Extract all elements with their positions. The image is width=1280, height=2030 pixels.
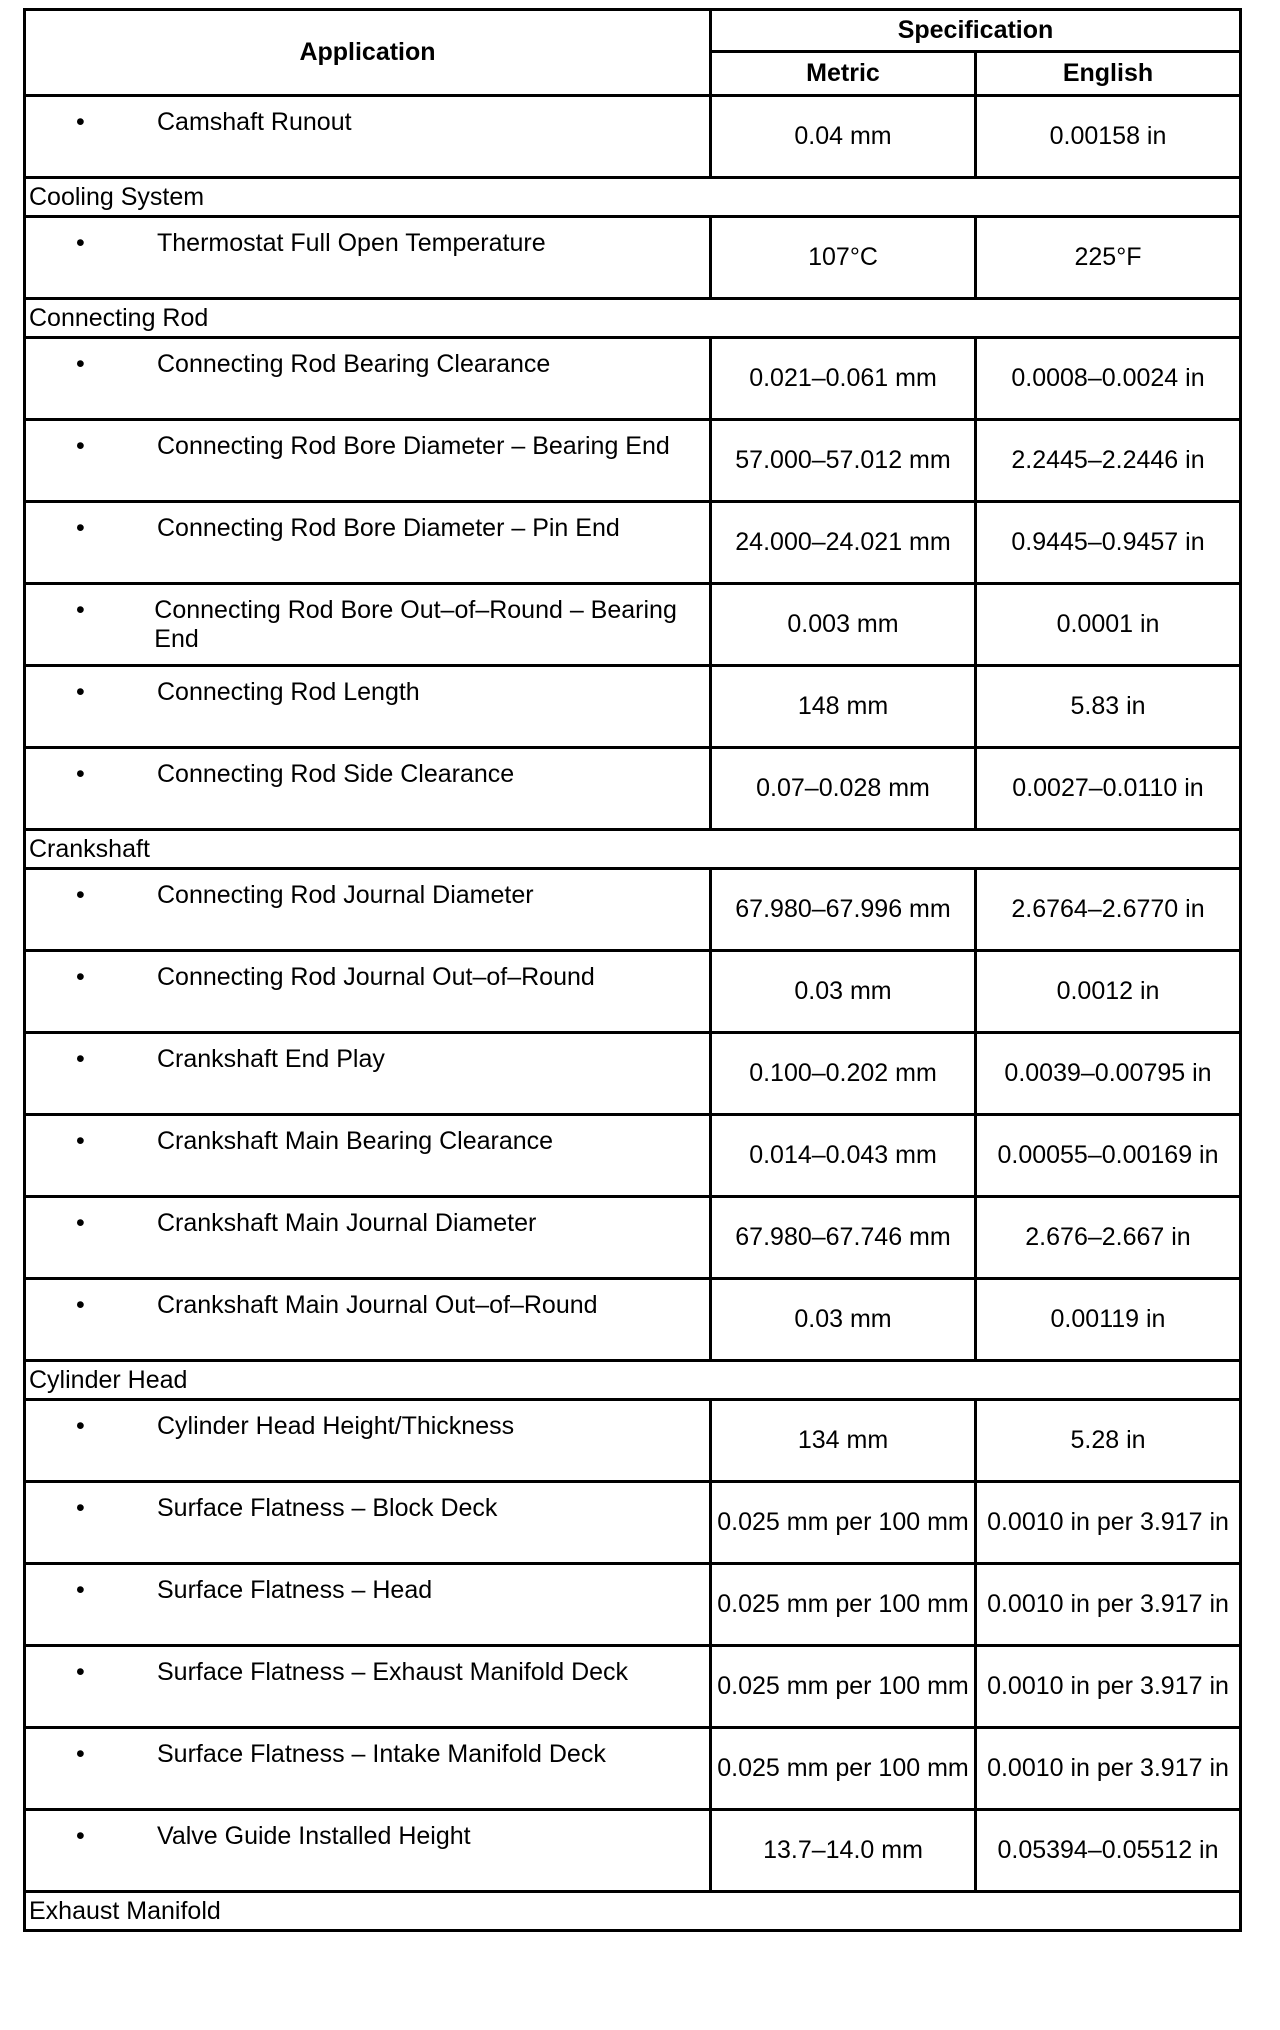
table-row [25, 338, 1241, 420]
metric-value: 0.025 mm per 100 mm [711, 1728, 976, 1810]
bullet-icon: • [76, 1291, 85, 1319]
application-cell [25, 420, 711, 502]
table-row [25, 1197, 1241, 1279]
metric-value: 134 mm [711, 1400, 976, 1482]
application-cell [25, 1115, 711, 1197]
bullet-icon: • [76, 678, 85, 706]
metric-value: 0.014–0.043 mm [711, 1115, 976, 1197]
application-label: Thermostat Full Open Temperature [157, 229, 546, 257]
english-value: 0.00055–0.00169 in [976, 1115, 1241, 1197]
application-cell [25, 96, 711, 178]
section-row [25, 1892, 1241, 1931]
english-value: 0.00158 in [976, 96, 1241, 178]
table-row [25, 217, 1241, 299]
metric-header: Metric [711, 52, 976, 96]
application-label: Connecting Rod Bearing Clearance [157, 350, 551, 378]
application-header: Application [25, 10, 711, 96]
application-cell [25, 1810, 711, 1892]
metric-value: 24.000–24.021 mm [711, 502, 976, 584]
english-value: 0.0010 in per 3.917 in [976, 1482, 1241, 1564]
section-title: Connecting Rod [25, 299, 1241, 338]
application-cell [25, 1279, 711, 1361]
section-title: Crankshaft [25, 830, 1241, 869]
bullet-icon: • [76, 881, 85, 909]
english-value: 0.00119 in [976, 1279, 1241, 1361]
bullet-icon: • [76, 1412, 85, 1440]
metric-value: 0.04 mm [711, 96, 976, 178]
bullet-icon: • [76, 350, 85, 378]
application-label: Crankshaft Main Journal Out–of–Round [157, 1291, 598, 1319]
table-row [25, 1400, 1241, 1482]
bullet-icon: • [76, 1740, 85, 1768]
table-row [25, 748, 1241, 830]
bullet-icon: • [76, 1045, 85, 1073]
section-row [25, 1361, 1241, 1400]
bullet-icon: • [76, 108, 85, 136]
metric-value: 57.000–57.012 mm [711, 420, 976, 502]
table-row [25, 1115, 1241, 1197]
table-row [25, 666, 1241, 748]
application-cell [25, 217, 711, 299]
application-label: Crankshaft Main Bearing Clearance [157, 1127, 554, 1155]
english-value: 5.28 in [976, 1400, 1241, 1482]
metric-value: 13.7–14.0 mm [711, 1810, 976, 1892]
application-label: Connecting Rod Bore Diameter – Bearing End [157, 432, 670, 460]
application-cell [25, 1197, 711, 1279]
table-row [25, 1482, 1241, 1564]
metric-value: 0.03 mm [711, 951, 976, 1033]
application-label: Connecting Rod Length [157, 678, 420, 706]
table-row [25, 869, 1241, 951]
metric-value: 0.003 mm [711, 584, 976, 666]
english-value: 2.6764–2.6770 in [976, 869, 1241, 951]
bullet-icon: • [76, 1127, 85, 1155]
application-label: Connecting Rod Side Clearance [157, 760, 515, 788]
application-cell [25, 951, 711, 1033]
bullet-icon: • [76, 229, 85, 257]
english-value: 0.0010 in per 3.917 in [976, 1728, 1241, 1810]
english-header: English [976, 52, 1241, 96]
metric-value: 0.025 mm per 100 mm [711, 1564, 976, 1646]
application-cell [25, 502, 711, 584]
english-value: 0.9445–0.9457 in [976, 502, 1241, 584]
table-row [25, 1810, 1241, 1892]
english-value: 0.0008–0.0024 in [976, 338, 1241, 420]
bullet-icon: • [76, 514, 85, 542]
table-row [25, 96, 1241, 178]
table-row [25, 1033, 1241, 1115]
metric-value: 67.980–67.996 mm [711, 869, 976, 951]
application-label: Crankshaft End Play [157, 1045, 385, 1073]
application-label: Valve Guide Installed Height [157, 1822, 471, 1850]
section-row [25, 830, 1241, 869]
specification-table [23, 8, 1242, 1932]
application-cell [25, 1728, 711, 1810]
table-row [25, 584, 1241, 666]
specification-header: Specification [711, 10, 1241, 52]
application-cell [25, 584, 711, 666]
application-cell [25, 1400, 711, 1482]
bullet-icon: • [76, 1209, 85, 1237]
english-value: 0.0010 in per 3.917 in [976, 1646, 1241, 1728]
application-cell [25, 338, 711, 420]
table-row [25, 1279, 1241, 1361]
english-value: 5.83 in [976, 666, 1241, 748]
metric-value: 0.100–0.202 mm [711, 1033, 976, 1115]
metric-value: 0.021–0.061 mm [711, 338, 976, 420]
bullet-icon: • [76, 760, 85, 788]
application-cell [25, 1482, 711, 1564]
section-title: Exhaust Manifold [25, 1892, 1241, 1931]
application-label: Connecting Rod Bore Diameter – Pin End [157, 514, 620, 542]
english-value: 0.0039–0.00795 in [976, 1033, 1241, 1115]
table-row [25, 1564, 1241, 1646]
bullet-icon: • [76, 596, 85, 624]
english-value: 225°F [976, 217, 1241, 299]
application-cell [25, 666, 711, 748]
application-label: Connecting Rod Journal Out–of–Round [157, 963, 595, 991]
english-value: 2.676–2.667 in [976, 1197, 1241, 1279]
metric-value: 0.025 mm per 100 mm [711, 1646, 976, 1728]
english-value: 2.2445–2.2446 in [976, 420, 1241, 502]
metric-value: 148 mm [711, 666, 976, 748]
application-cell [25, 1033, 711, 1115]
application-cell [25, 869, 711, 951]
metric-value: 107°C [711, 217, 976, 299]
english-value: 0.0010 in per 3.917 in [976, 1564, 1241, 1646]
application-label: Camshaft Runout [157, 108, 352, 136]
section-title: Cylinder Head [25, 1361, 1241, 1400]
english-value: 0.05394–0.05512 in [976, 1810, 1241, 1892]
application-label: Surface Flatness – Block Deck [157, 1494, 498, 1522]
application-cell [25, 748, 711, 830]
metric-value: 0.03 mm [711, 1279, 976, 1361]
application-label: Surface Flatness – Intake Manifold Deck [157, 1740, 606, 1768]
application-label: Surface Flatness – Head [157, 1576, 433, 1604]
english-value: 0.0027–0.0110 in [976, 748, 1241, 830]
english-value: 0.0001 in [976, 584, 1241, 666]
table-row [25, 420, 1241, 502]
bullet-icon: • [76, 963, 85, 991]
metric-value: 0.07–0.028 mm [711, 748, 976, 830]
bullet-icon: • [76, 1658, 85, 1686]
metric-value: 67.980–67.746 mm [711, 1197, 976, 1279]
section-row [25, 178, 1241, 217]
application-cell [25, 1646, 711, 1728]
application-label: Crankshaft Main Journal Diameter [157, 1209, 537, 1237]
application-label: Connecting Rod Journal Diameter [157, 881, 534, 909]
application-label: Surface Flatness – Exhaust Manifold Deck [157, 1658, 629, 1686]
application-label: Connecting Rod Bore Out–of–Round – Bearing End [154, 596, 677, 653]
section-title: Cooling System [25, 178, 1241, 217]
table-row [25, 502, 1241, 584]
table-row [25, 1728, 1241, 1810]
bullet-icon: • [76, 1576, 85, 1604]
bullet-icon: • [76, 432, 85, 460]
application-cell [25, 1564, 711, 1646]
bullet-icon: • [76, 1822, 85, 1850]
section-row [25, 299, 1241, 338]
application-label: Cylinder Head Height/Thickness [157, 1412, 515, 1440]
table-row [25, 1646, 1241, 1728]
bullet-icon: • [76, 1494, 85, 1522]
table-row [25, 951, 1241, 1033]
table-body [25, 96, 1241, 1931]
metric-value: 0.025 mm per 100 mm [711, 1482, 976, 1564]
english-value: 0.0012 in [976, 951, 1241, 1033]
